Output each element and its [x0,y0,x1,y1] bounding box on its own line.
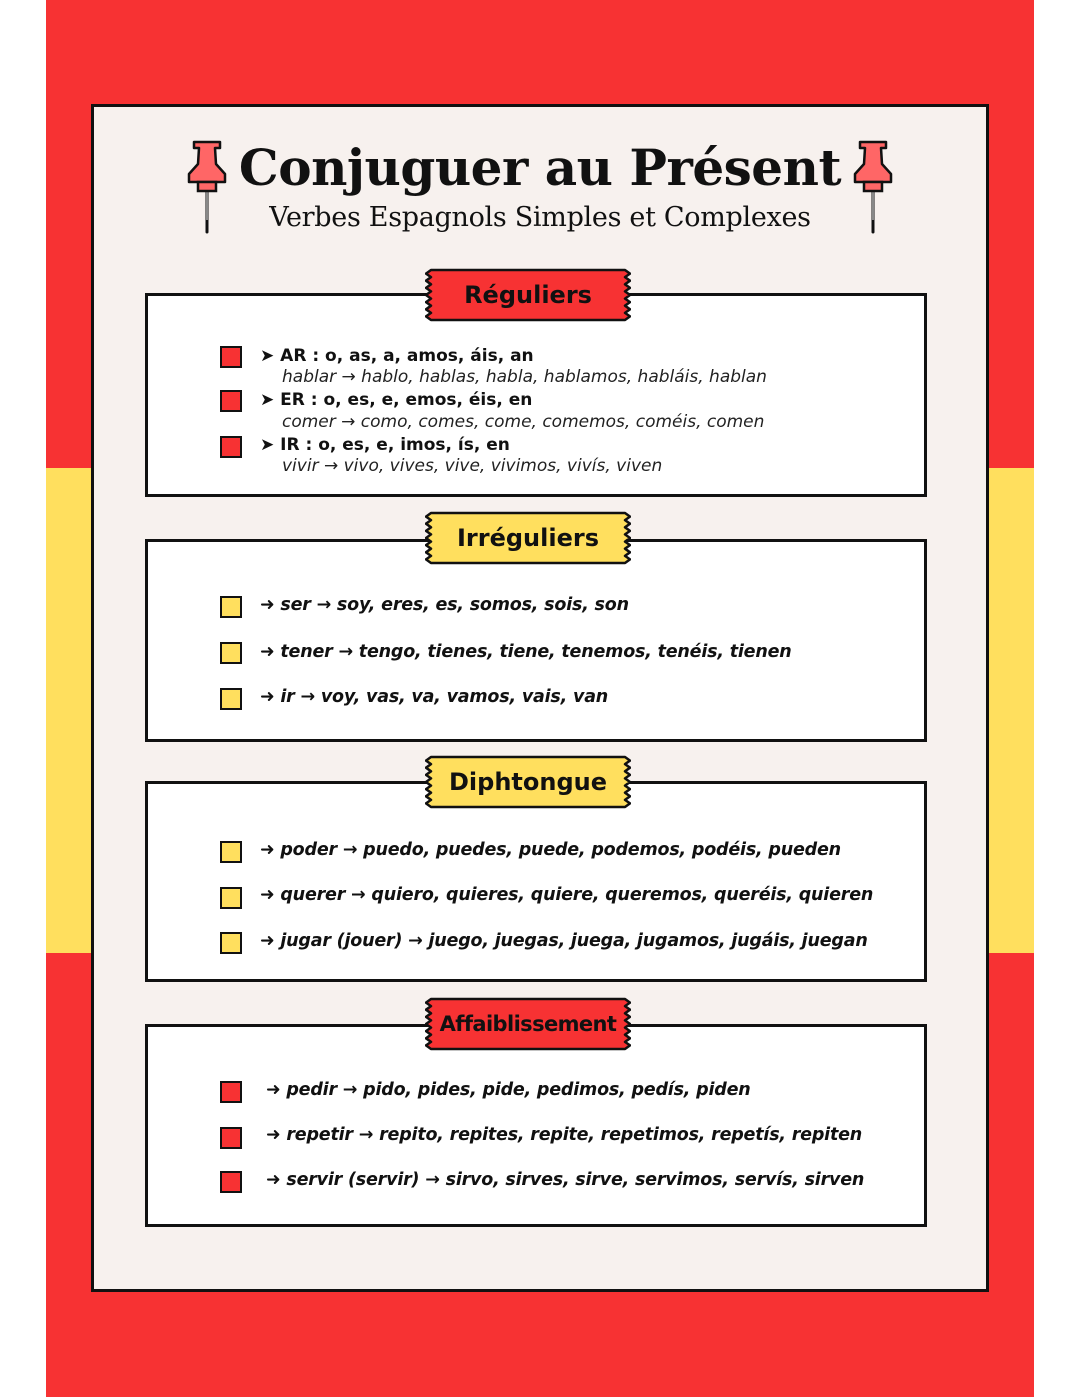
section-banner-reguliers [425,268,631,322]
checkbox [220,436,242,458]
section-diphtongue [145,781,927,982]
page-title: Conjuguer au Présent [238,138,842,197]
verb-pedir: ➜ pedir → pido, pides, pide, pedimos, pedís, piden [266,1080,751,1100]
section-banner-affaiblissement [425,997,631,1051]
checkbox [220,688,242,710]
section-banner-diphtongue [425,755,631,809]
section-irreguliers [145,539,927,742]
checkbox [220,596,242,618]
section-label-irreguliers: Irréguliers [457,524,599,552]
checkbox [220,1081,242,1103]
example-er: comer → como, comes, come, comemos, coméis, comen [282,412,765,432]
checkbox [220,887,242,909]
verb-ser: ➜ ser → soy, eres, es, somos, sois, son [260,595,629,615]
verb-servir: ➜ servir (servir) → sirvo, sirves, sirve, servimos, servís, sirven [266,1170,865,1190]
rule-ar: ➤ AR : o, as, a, amos, áis, an [260,346,534,366]
section-label-affaiblissement: Affaiblissement [439,1012,617,1036]
section-label-diphtongue: Diphtongue [448,768,607,796]
verb-querer: ➜ querer → quiero, quieres, quiere, queremos, queréis, quieren [260,885,874,905]
checkbox [220,841,242,863]
example-ir: vivir → vivo, vives, vive, vivimos, vivís, viven [282,456,663,476]
example-ar: hablar → hablo, hablas, habla, hablamos, habláis, hablan [282,367,767,387]
rule-er: ➤ ER : o, es, e, emos, éis, en [260,390,533,410]
verb-repetir: ➜ repetir → repito, repites, repite, repetimos, repetís, repiten [266,1125,863,1145]
verb-ir: ➜ ir → voy, vas, va, vamos, vais, van [260,687,609,707]
verb-jugar: ➜ jugar (jouer) → juego, juegas, juega, jugamos, jugáis, juegan [260,931,868,951]
section-label-reguliers: Réguliers [464,281,592,309]
checkbox [220,642,242,664]
page-subtitle: Verbes Espagnols Simples et Complexes [269,202,811,233]
checkbox [220,390,242,412]
checkbox [220,346,242,368]
checkbox [220,932,242,954]
checkbox [220,1127,242,1149]
section-banner-irreguliers [425,511,631,565]
checkbox [220,1171,242,1193]
verb-poder: ➜ poder → puedo, puedes, puede, podemos, podéis, pueden [260,840,841,860]
verb-tener: ➜ tener → tengo, tienes, tiene, tenemos, tenéis, tienen [260,642,792,662]
rule-ir: ➤ IR : o, es, e, imos, ís, en [260,435,510,455]
